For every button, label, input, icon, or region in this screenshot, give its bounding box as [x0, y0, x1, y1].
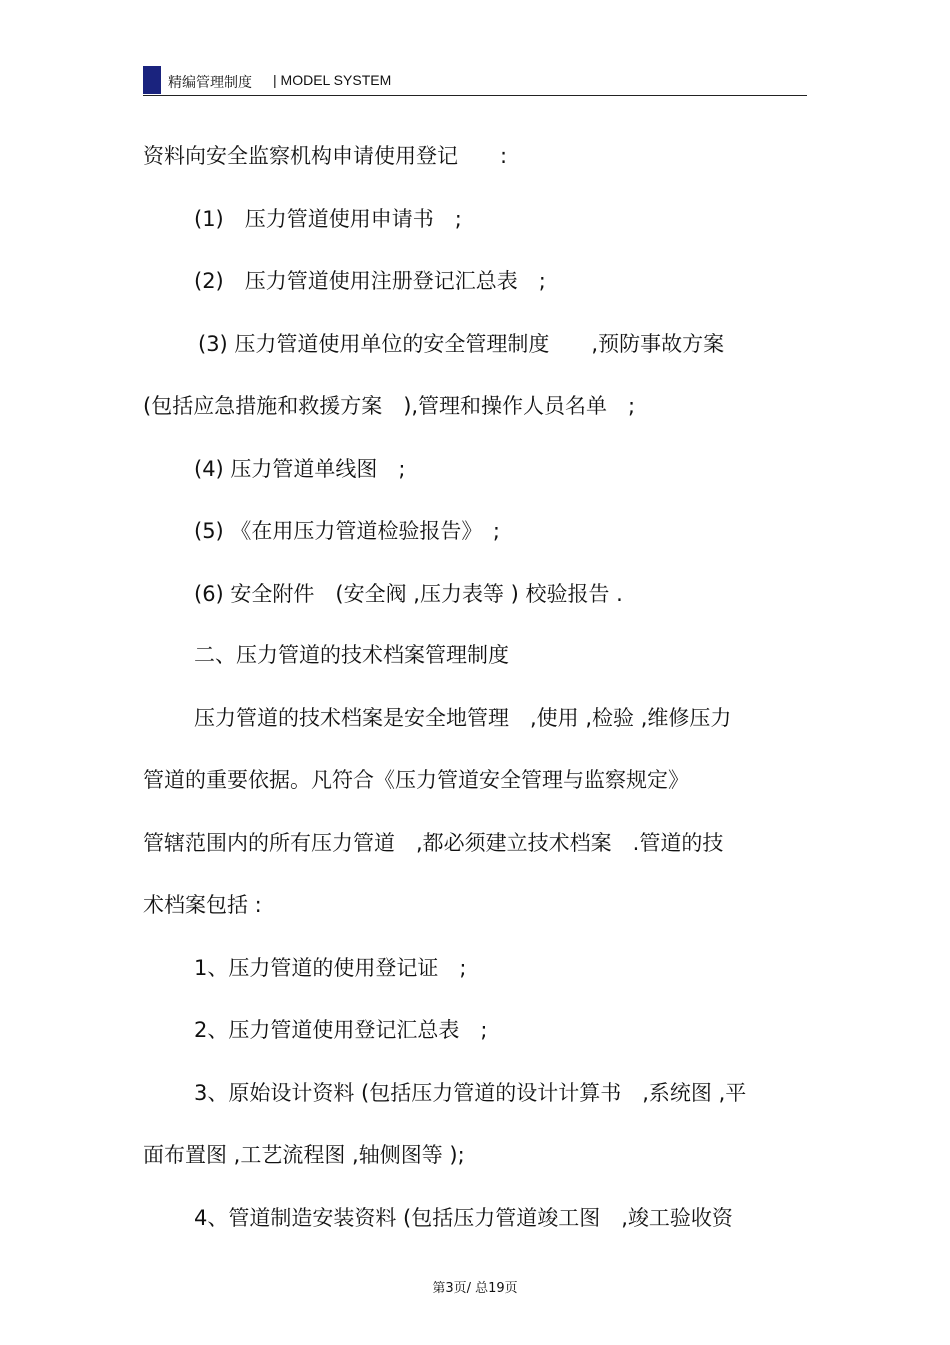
body-line: (3) 压力管道使用单位的安全管理制度 ,预防事故方案: [198, 332, 725, 356]
header-title: 精编管理制度: [168, 75, 252, 91]
body-line: (4) 压力管道单线图 ;: [194, 457, 406, 481]
header-subtitle: | MODEL SYSTEM: [273, 72, 392, 88]
body-line: (6) 安全附件 (安全阀 ,压力表等 ) 校验报告 .: [194, 582, 623, 606]
body-line: (2) 压力管道使用注册登记汇总表 ;: [194, 269, 546, 293]
logo-icon: [143, 66, 161, 94]
section-heading: 二、压力管道的技术档案管理制度: [194, 643, 509, 667]
page-header: [143, 66, 807, 94]
body-line: 压力管道的技术档案是安全地管理 ,使用 ,检验 ,维修压力: [194, 706, 732, 730]
list-item: 4、管道制造安装资料 (包括压力管道竣工图 ,竣工验收资: [194, 1206, 733, 1230]
body-line: (包括应急措施和救援方案 ),管理和操作人员名单 ;: [143, 394, 636, 418]
list-item: 3、原始设计资料 (包括压力管道的设计计算书 ,系统图 ,平: [194, 1081, 747, 1105]
body-line: 面布置图 ,工艺流程图 ,轴侧图等 );: [143, 1143, 465, 1167]
body-line: 管道的重要依据。凡符合《压力管道安全管理与监察规定》: [143, 768, 689, 792]
body-line: (1) 压力管道使用申请书 ;: [194, 207, 462, 231]
list-item: 1、压力管道的使用登记证 ;: [194, 956, 467, 980]
body-line: 术档案包括 :: [143, 893, 262, 917]
header-divider: [143, 95, 807, 96]
page-number: 第3页/ 总19页: [432, 1281, 518, 1296]
body-line: 资料向安全监察机构申请使用登记 :: [143, 144, 508, 168]
list-item: 2、压力管道使用登记汇总表 ;: [194, 1018, 488, 1042]
body-line: 管辖范围内的所有压力管道 ,都必须建立技术档案 .管道的技: [143, 831, 724, 855]
body-line: (5) 《在用压力管道检验报告》 ;: [194, 519, 500, 543]
